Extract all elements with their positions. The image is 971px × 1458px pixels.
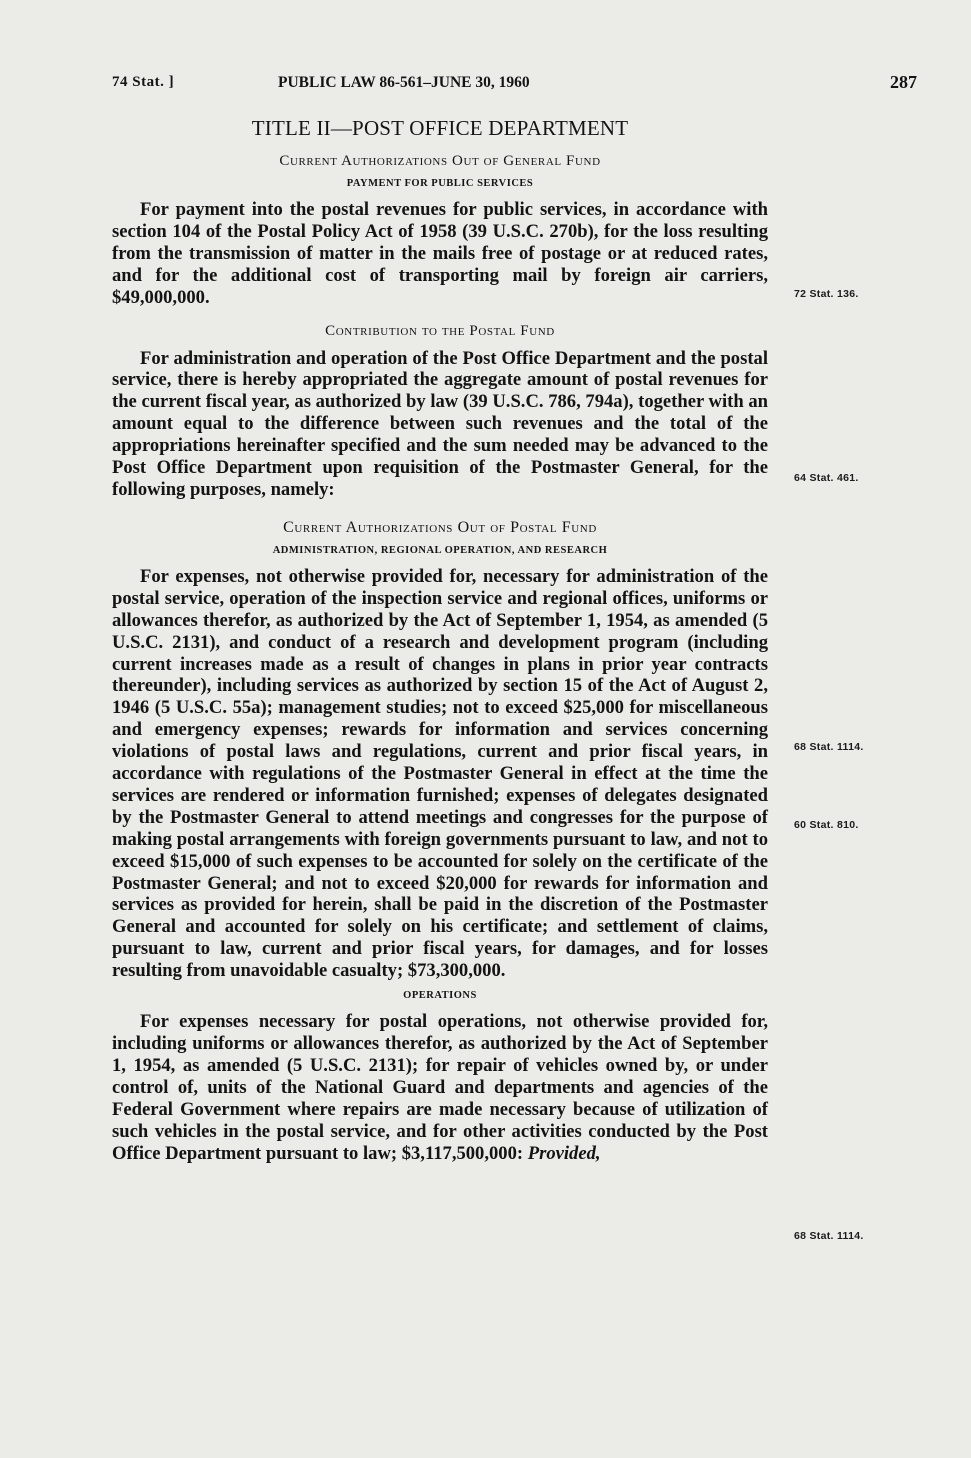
- public-services-paragraph: For payment into the postal revenues for public services, in accordance with section 104 of the Postal Policy Act of 1958 (39 U.S.C. 270b), for the loss resulting from the transmission of matter in the mails free of postage or at reduced rates, and for the additional cost of transporting mail by foreign air carriers, $49,000,000.: [112, 199, 768, 308]
- volume-reference: 74 Stat. ]: [112, 74, 175, 90]
- operations-heading: OPERATIONS: [403, 990, 477, 1002]
- law-title: PUBLIC LAW 86-561–JUNE 30, 1960: [278, 74, 530, 91]
- provided-italic: Provided,: [527, 1142, 601, 1164]
- contribution-paragraph: For administration and operation of the Post Office Department and the postal service, there is hereby appropriated the aggregate amount of postal revenues for the current fiscal year, as authorized by law (39 U.S.C. 786, 794a), together with an amount equal to the difference between such revenues and the total of the appropriations hereinafter specified and the sum needed may be advanced to the Post Office Department upon requisition of the Postmaster General, for the following purposes, namely:: [112, 347, 768, 500]
- margin-note-72-stat: 72 Stat. 136.: [794, 288, 859, 300]
- contribution-heading: Contribution to the Postal Fund: [325, 322, 555, 339]
- page-number: 287: [890, 72, 917, 92]
- margin-note-68-stat: 68 Stat. 1114.: [794, 741, 864, 753]
- operations-paragraph: For expenses necessary for postal operations, not otherwise provided for, including uniforms or allowances therefor, as authorized by the Act of September 1, 1954, as amended (5 U.S.C. 2131); for repair of vehicles owned by, or under control of, units of the National Guard and departments and agencies of the Federal Government where repairs are made necessary because of utilization of such vehicles in the postal service, and for other activities conducted by the Post Office Department pursuant to law; $3,117,500,000: Provided,: [112, 1011, 768, 1164]
- margin-note-64-stat: 64 Stat. 461.: [794, 472, 859, 484]
- running-header: [112, 72, 917, 96]
- admin-heading: ADMINISTRATION, REGIONAL OPERATION, AND RESEARCH: [272, 544, 608, 556]
- margin-note-68-stat-second: 68 Stat. 1114.: [794, 1230, 864, 1242]
- postal-fund-heading: Current Authorizations Out of Postal Fund: [283, 518, 597, 536]
- document-body: [112, 116, 768, 1172]
- general-fund-heading: Current Authorizations Out of General Fund: [279, 153, 601, 169]
- admin-paragraph: For expenses, not otherwise provided for, necessary for administration of the postal service, operation of the inspection service and regional offices, uniforms or allowances therefor, as authorized by the Act of September 1, 1954, as amended (5 U.S.C. 2131), and conduct of a research and development program (including current increases made as a result of changes in plans in prior year contracts thereunder), including services as authorized by section 15 of the Act of August 2, 1946 (5 U.S.C. 55a); management studies; not to exceed $25,000 for miscellaneous and emergency expenses; rewards for information and services concerning violations of postal laws and regulations, current and prior fiscal years, in accordance with regulations of the Postmaster General in effect at the time the services are rendered or information furnished; expenses of delegates designated by the Postmaster General to attend meetings and congresses for the purpose of making postal arrangements with foreign governments pursuant to law, and not to exceed $15,000 of such expenses to be accounted for solely on the certificate of the Postmaster General; and not to exceed $20,000 for rewards for information and services as provided for herein, shall be paid in the discretion of the Postmaster General and accounted for solely on his certificate; and settlement of claims, pursuant to law, current and prior fiscal years, for damages, and for losses resulting from unavoidable casualty; $73,300,000.: [112, 565, 768, 982]
- margin-note-60-stat: 60 Stat. 810.: [794, 819, 859, 831]
- title-heading: TITLE II—POST OFFICE DEPARTMENT: [251, 116, 629, 140]
- public-services-heading: PAYMENT FOR PUBLIC SERVICES: [346, 178, 534, 189]
